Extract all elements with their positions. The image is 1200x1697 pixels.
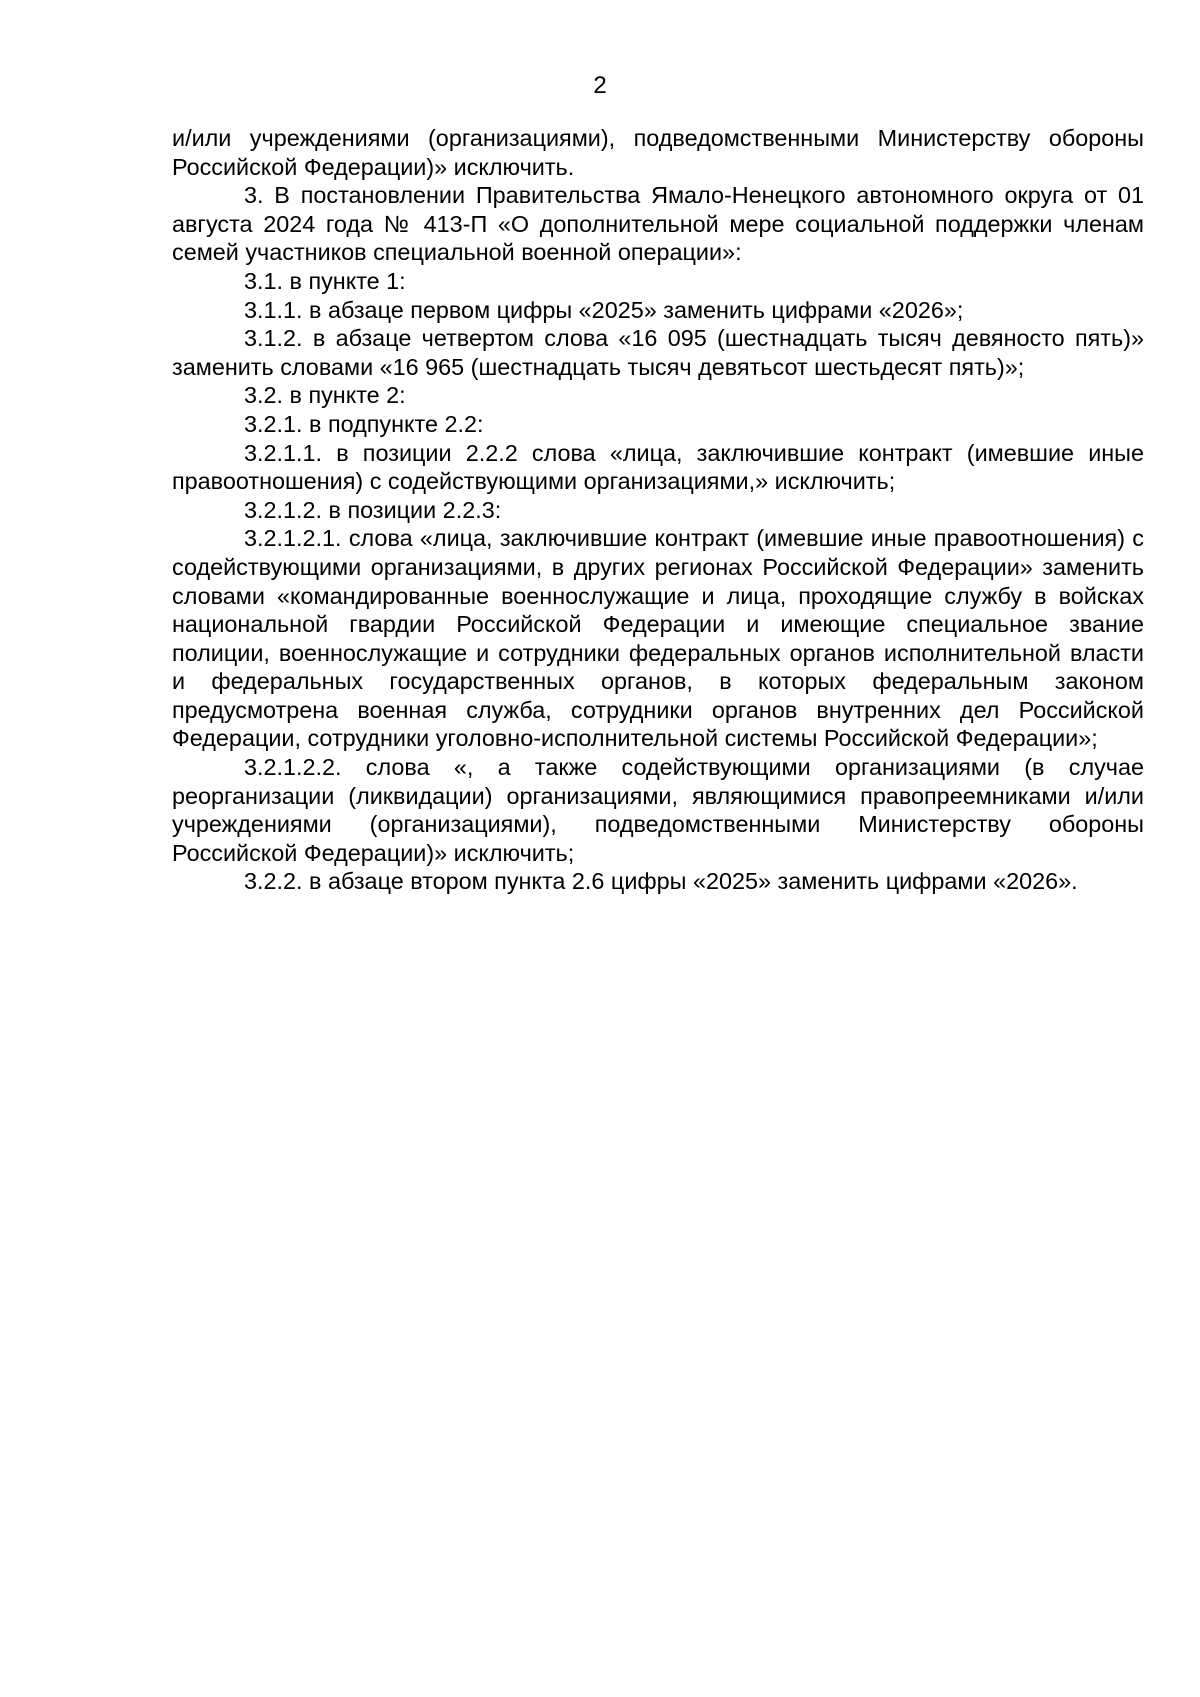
paragraph-item-3-1: 3.1. в пункте 1: — [244, 267, 406, 294]
paragraph-item-3-1-2: 3.1.2. в абзаце четвертом слова «16 095 (шестнадцать тысяч девяносто пять)» заменить словами «16 965 (шестнадцать тысяч девятьсот шестьдесят пять)»; — [172, 325, 1144, 380]
paragraph-item-3-1-1: 3.1.1. в абзаце первом цифры «2025» заменить цифрами «2026»; — [244, 296, 964, 323]
paragraph-item-3-2-2: 3.2.2. в абзаце втором пункта 2.6 цифры «2025» заменить цифрами «2026». — [244, 868, 1078, 895]
paragraph-item-3-2: 3.2. в пункте 2: — [244, 382, 406, 409]
paragraph-item-3-2-1-2-2: 3.2.1.2.2. слова «, а также содействующими организациями (в случае реорганизации (ликвидации) организациями, являющимися правопреемниками и/или учреждениями (организациями), подведомственными Министерству обороны Российской Федерации)» исключить; — [172, 754, 1144, 866]
paragraph-item-3: 3. В постановлении Правительства Ямало-Ненецкого автономного округа от 01 августа 2024 года № 413-П «О дополнительной мере социальной поддержки членам семей участников специальной военной операции»: — [172, 182, 1144, 266]
paragraph-item-3-2-1-2-1: 3.2.1.2.1. слова «лица, заключившие контракт (имевшие иные правоотношения) с содействующими организациями, в других регионах Российской Федерации» заменить словами «командированные военнослужащие и лица, проходящие службу в войсках национальной гвардии Российской Федерации и имеющие специальное звание полиции, военнослужащие и сотрудники федеральных органов исполнительной власти и федеральных государственных органов, в которых федеральным законом предусмотрена военная служба, сотрудники органов внутренних дел Российской Федерации, сотрудники уголовно-исполнительной системы Российской Федерации»; — [172, 525, 1144, 752]
paragraph-item-3-2-1: 3.2.1. в подпункте 2.2: — [244, 410, 484, 437]
page-number: 2 — [593, 72, 607, 99]
paragraph-continuation: и/или учреждениями (организациями), подведомственными Министерству обороны Российской Федерации)» исключить. — [172, 125, 1144, 180]
paragraph-item-3-2-1-2: 3.2.1.2. в позиции 2.2.3: — [244, 496, 502, 523]
document-body — [172, 124, 1144, 896]
paragraph-item-3-2-1-1: 3.2.1.1. в позиции 2.2.2 слова «лица, заключившие контракт (имевшие иные правоотношения) с содействующими организациями,» исключить; — [172, 439, 1144, 495]
